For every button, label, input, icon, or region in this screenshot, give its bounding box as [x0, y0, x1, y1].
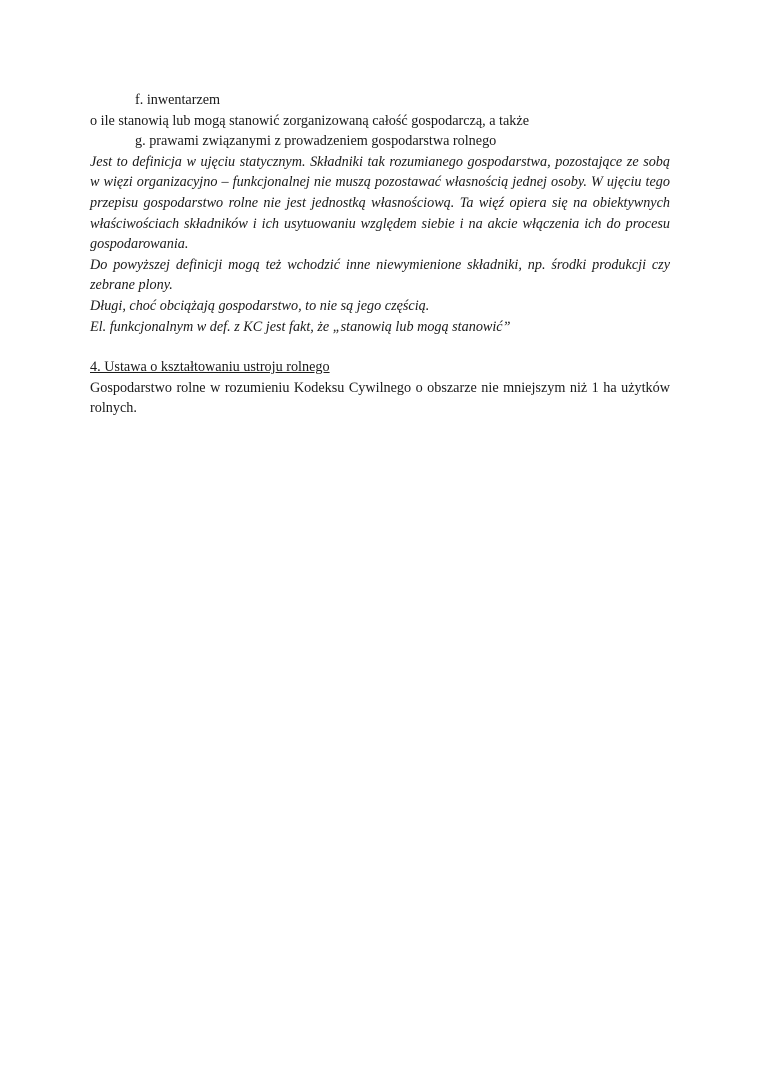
debts-paragraph: Długi, choć obciążają gospodarstwo, to nie są jego częścią.: [90, 297, 430, 314]
section-4-body: Gospodarstwo rolne w rozumieniu Kodeksu Cywilnego o obszarze nie mniejszym niż 1 ha użytków rolnych.: [90, 379, 670, 417]
list-item-g: g. prawami związanymi z prowadzeniem gospodarstwa rolnego: [135, 133, 497, 150]
other-components-paragraph: Do powyższej definicji mogą też wchodzić inne niewymienione składniki, np. środki produkcji czy zebrane plony.: [90, 256, 670, 294]
static-definition-paragraph: Jest to definicja w ujęciu statycznym. Składniki tak rozumianego gospodarstwa, pozostające ze sobą w więzi organizacyjno – funkcjonalnej nie muszą pozostawać własnością jednej osoby. W ujęciu tego przepisu gospodarstwo rolne nie jest jednostką własnościową. Ta więź opiera się na obiektywnych właściwościach składników i ich usytuowaniu względem siebie i na akcie włączenia ich do procesu gospodarowania.: [90, 153, 670, 253]
list-continuation: o ile stanowią lub mogą stanowić zorganizowaną całość gospodarczą, a także: [90, 112, 529, 129]
document-body: [90, 90, 670, 419]
section-spacer: [90, 337, 670, 357]
section-4-heading: 4. Ustawa o kształtowaniu ustroju rolnego: [90, 359, 330, 376]
functional-element-paragraph: El. funkcjonalnym w def. z KC jest fakt, że „stanowią lub mogą stanowić”: [90, 318, 511, 335]
list-item-f: f. inwentarzem: [135, 92, 221, 108]
